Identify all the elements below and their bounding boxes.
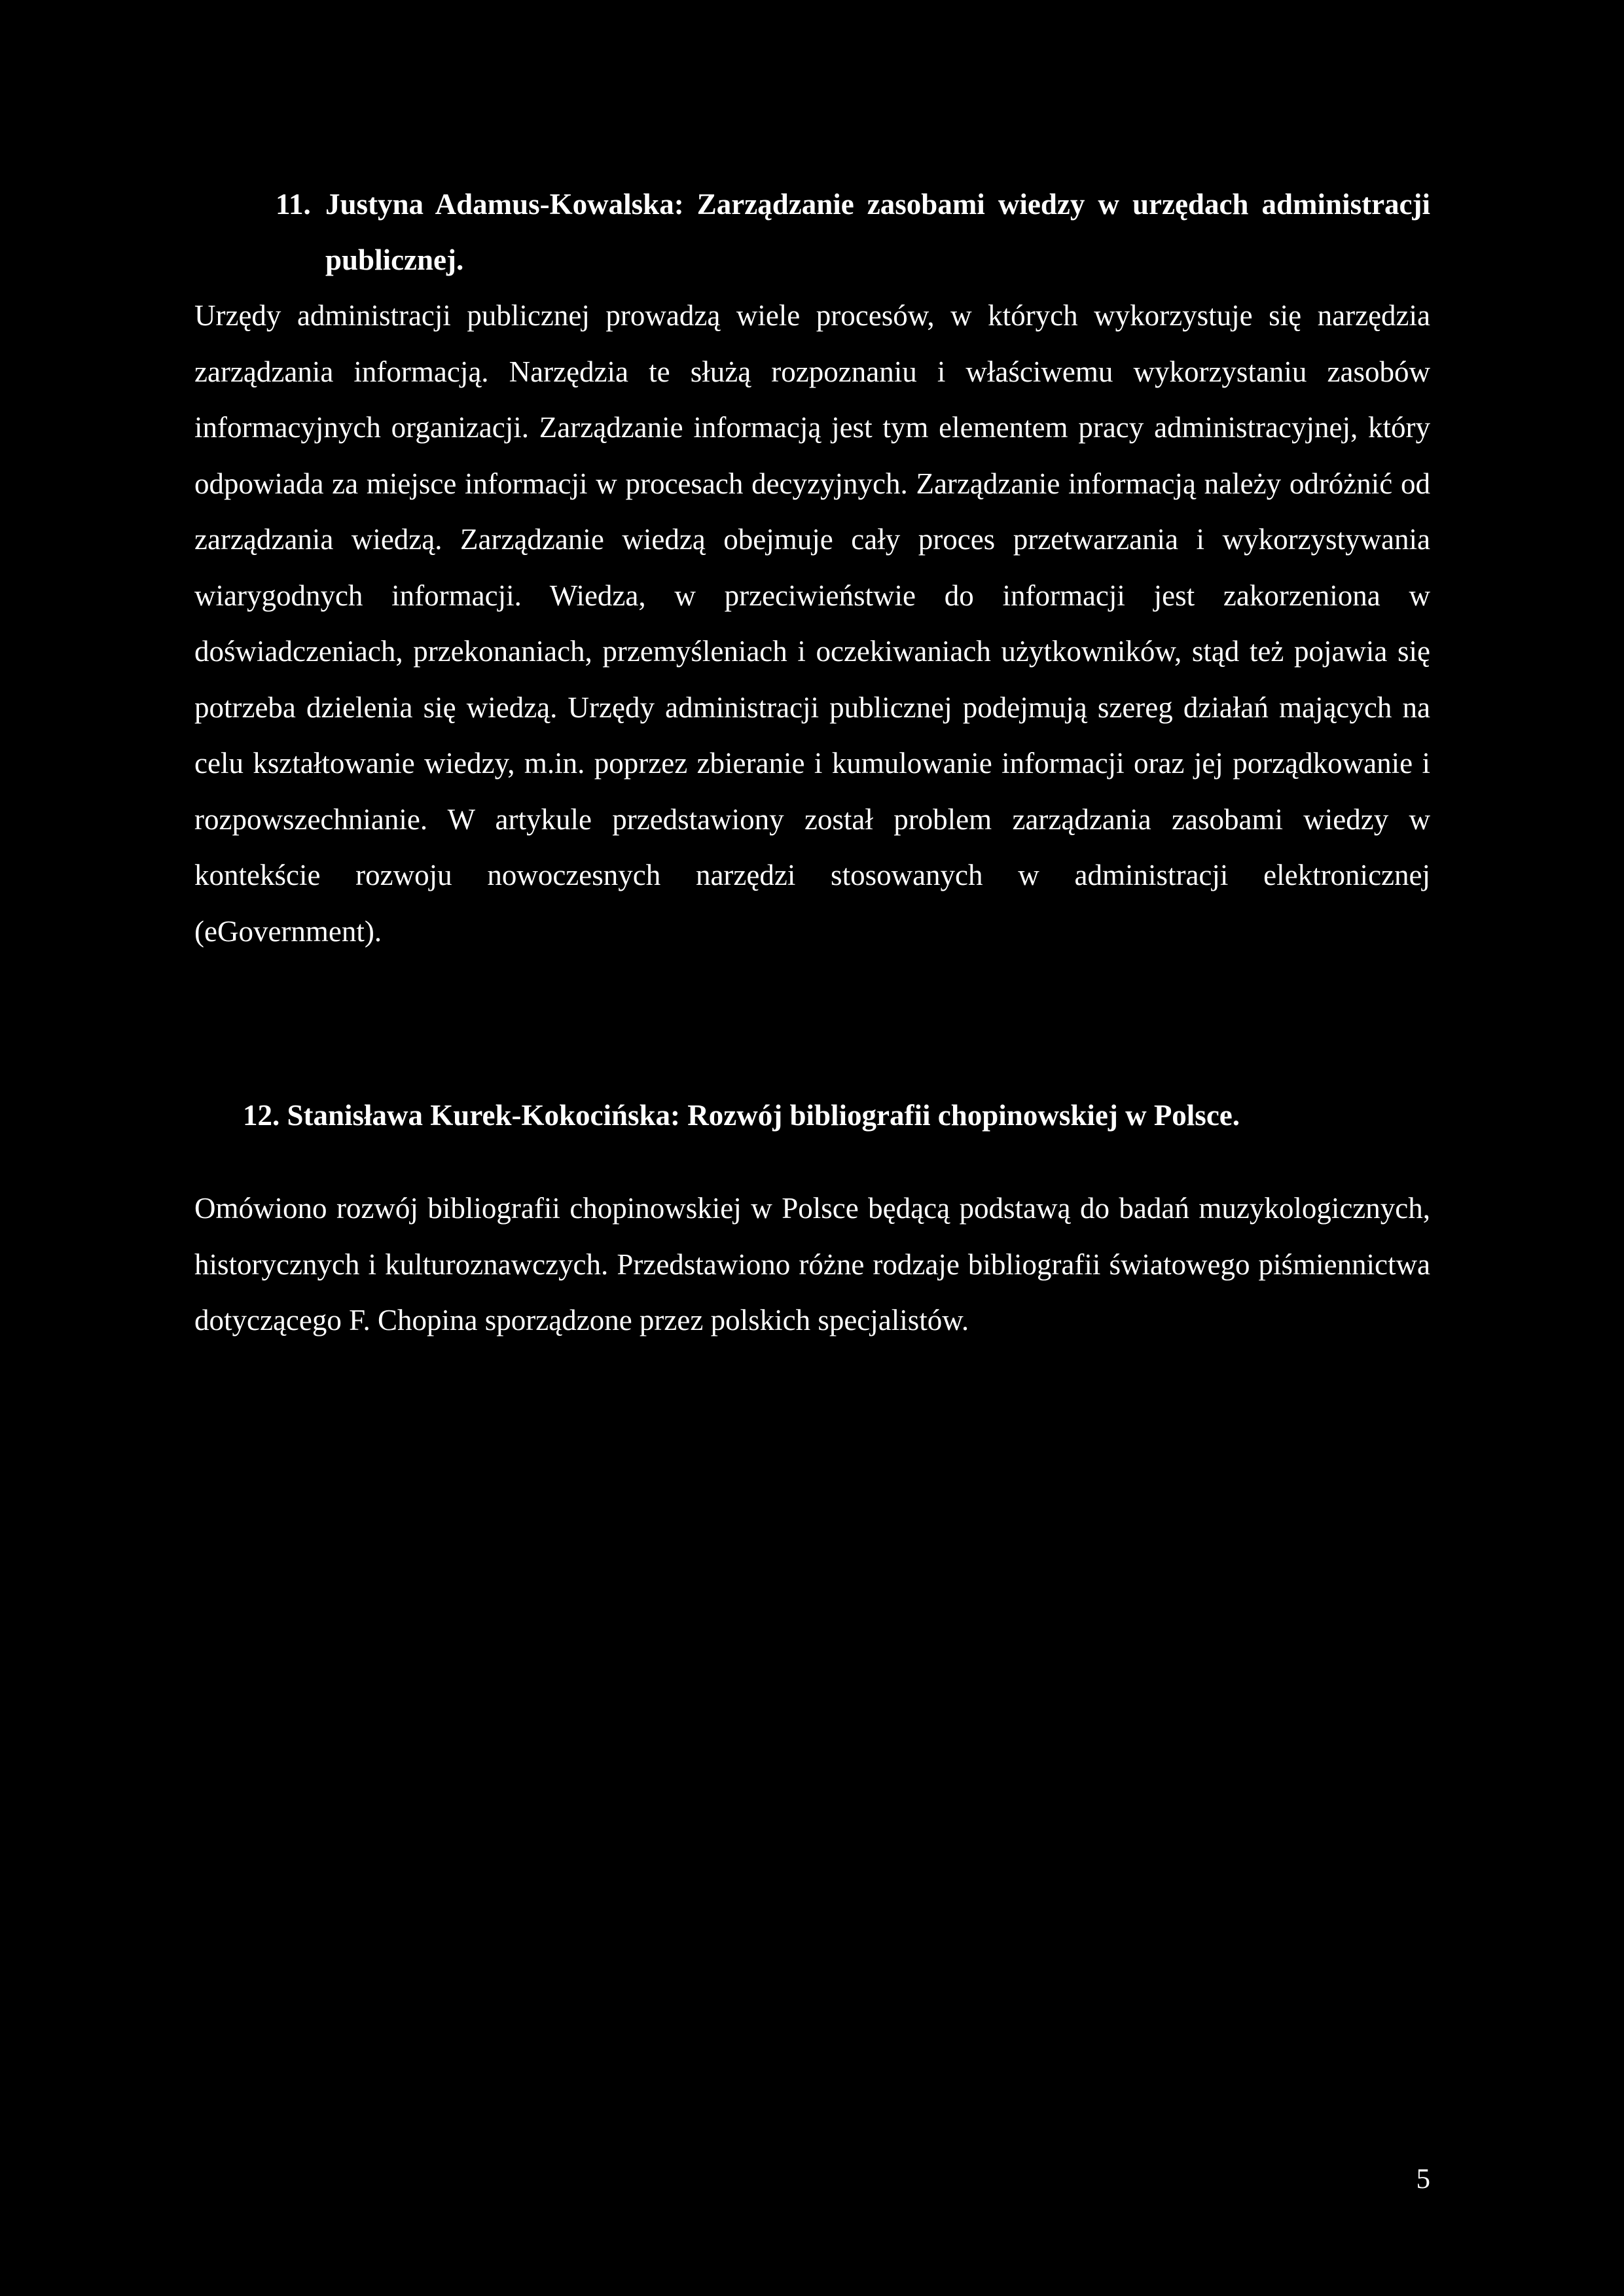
section-abstract: Omówiono rozwój bibliografii chopinowskiej w Polsce będącą podstawą do badań muzykologicznych, historycznych i kulturoznawczych. Przedstawiono różne rodzaje bibliografii światowego piśmiennictwa dotyczącego F. Chopina sporządzone przez polskich specjalistów. <box>194 1192 1430 1336</box>
section-number: 12. <box>243 1099 280 1132</box>
section-number: 11. <box>276 188 311 221</box>
section-12 <box>194 1088 1430 1349</box>
page-number: 5 <box>1416 2164 1430 2195</box>
section-title: Justyna Adamus-Kowalska: Zarządzanie zasobami wiedzy w urzędach administracji publicznej. <box>325 188 1430 276</box>
section-title: Stanisława Kurek-Kokocińska: Rozwój bibliografii chopinowskiej w Polsce. <box>287 1099 1240 1132</box>
section-heading <box>194 177 1430 288</box>
section-heading <box>194 1088 1430 1143</box>
section-11 <box>194 177 1430 960</box>
section-abstract: Urzędy administracji publicznej prowadzą wiele procesów, w których wykorzystuje się narzędzia zarządzania informacją. Narzędzia te służą rozpoznaniu i właściwemu wykorzystaniu zasobów informacyjnych organizacji. Zarządzanie informacją jest tym elementem pracy administracyjnej, który odpowiada za miejsce informacji w procesach decyzyjnych. Zarządzanie informacją należy odróżnić od zarządzania wiedzą. Zarządzanie wiedzą obejmuje cały proces przetwarzania i wykorzystywania wiarygodnych informacji. Wiedza, w przeciwieństwie do informacji jest zakorzeniona w doświadczeniach, przekonaniach, przemyśleniach i oczekiwaniach użytkowników, stąd też pojawia się potrzeba dzielenia się wiedzą. Urzędy administracji publicznej podejmują szereg działań mających na celu kształtowanie wiedzy, m.in. poprzez zbieranie i kumulowanie informacji oraz jej porządkowanie i rozpowszechnianie. W artykule przedstawiony został problem zarządzania zasobami wiedzy w kontekście rozwoju nowoczesnych narzędzi stosowanych w administracji elektronicznej (eGovernment). <box>194 299 1430 948</box>
